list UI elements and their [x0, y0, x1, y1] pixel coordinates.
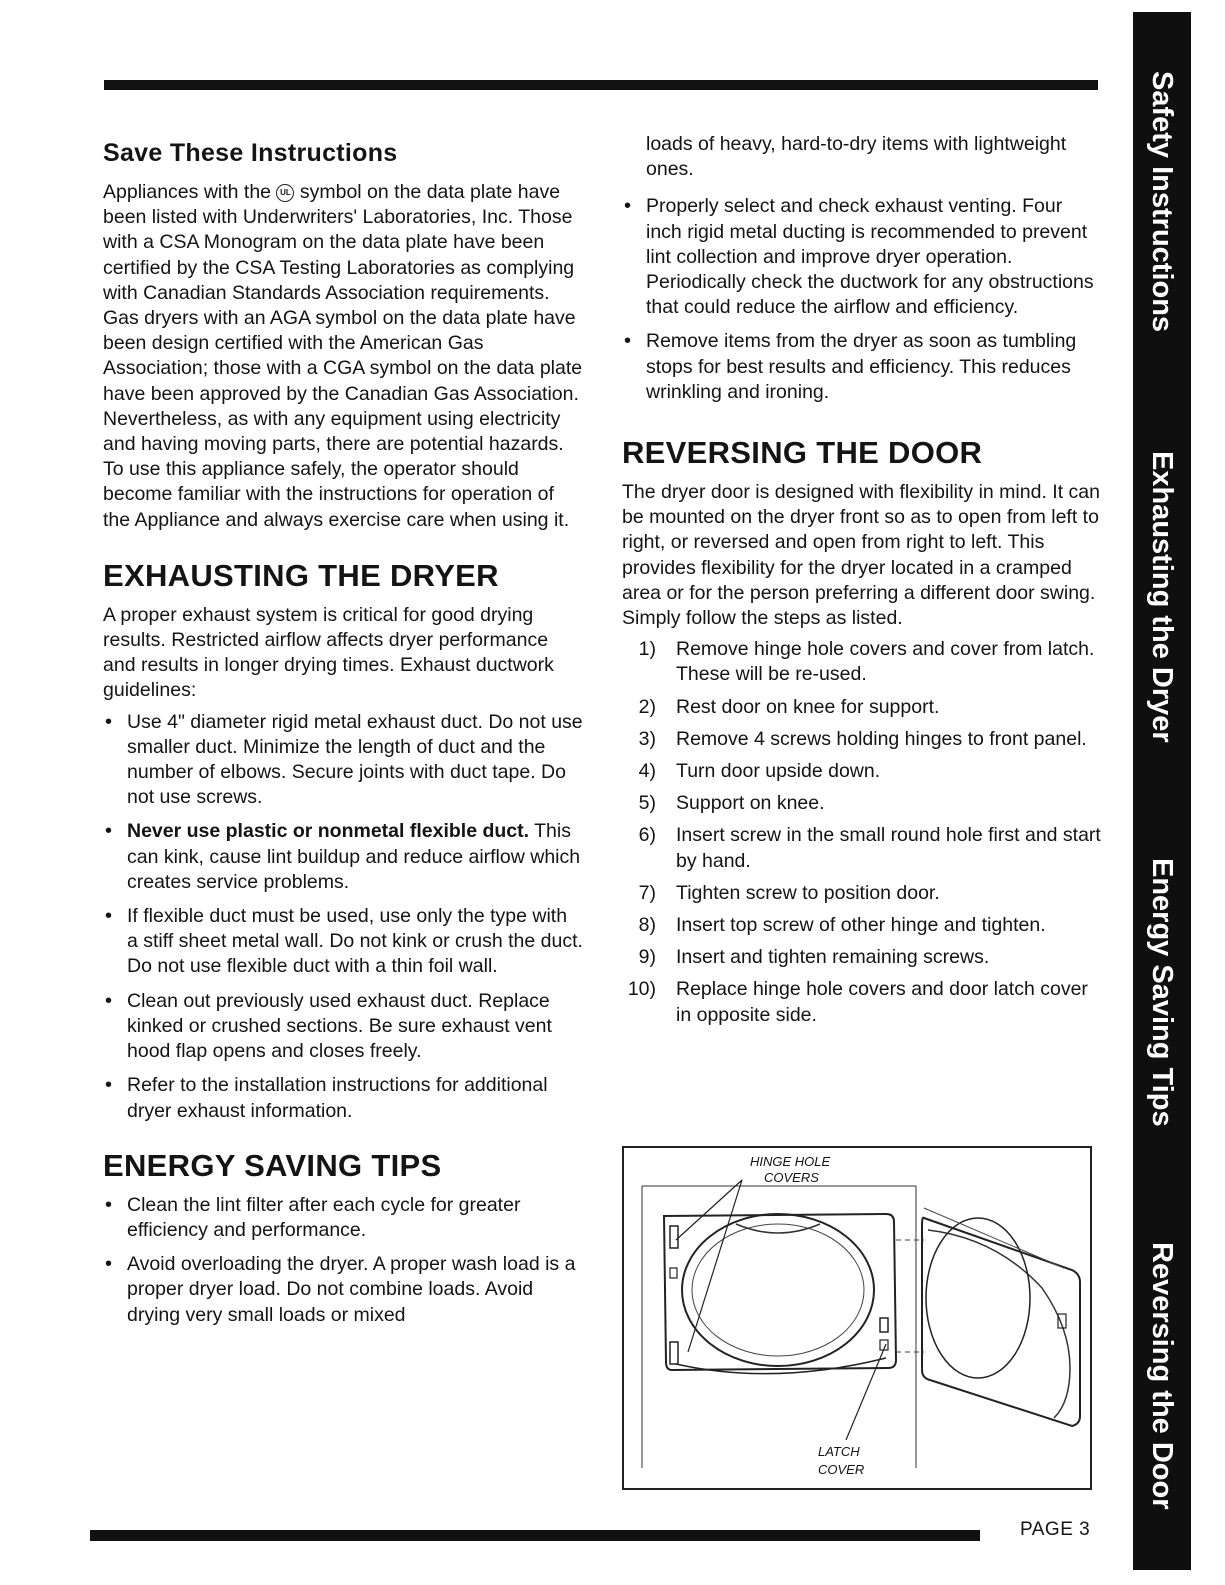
step-text: Replace hinge hole covers and door latch cover in opposite side.: [676, 978, 1088, 1026]
list-item: [622, 977, 1102, 1027]
reversing-heading: REVERSING THE DOOR: [622, 435, 983, 471]
save-instructions-text: [103, 180, 583, 533]
page-number: PAGE 3: [1020, 1519, 1091, 1540]
energy-tip-continued: loads of heavy, hard-to-dry items with lightweight ones.: [646, 133, 1067, 181]
side-tab-energy-saving-tips: Energy Saving Tips: [1146, 857, 1178, 1127]
ul-symbol-icon: UL: [276, 184, 294, 202]
warning-rest: This can kink, cause lint buildup and reduce airflow which creates service problems.: [127, 820, 581, 893]
side-tab-safety-instructions: Safety Instructions: [1146, 71, 1178, 333]
step-text: Turn door upside down.: [676, 760, 881, 783]
list-item: [622, 913, 1102, 938]
list-item: [622, 791, 1102, 816]
step-number: 4): [638, 760, 656, 783]
door-diagram: [622, 1146, 1092, 1490]
energy-heading: ENERGY SAVING TIPS: [103, 1147, 442, 1183]
step-number: 6): [638, 824, 656, 847]
top-rule: [104, 80, 1098, 90]
list-item: [622, 637, 1102, 687]
list-item: • Avoid overloading the dryer. A proper wash load is a proper dryer load. Do not combine loads. Avoid drying very small loads or mixed: [103, 1252, 583, 1328]
list-item: [622, 945, 1102, 970]
energy-tips-list-continued: [622, 194, 1102, 405]
step-text: Rest door on knee for support.: [676, 695, 940, 718]
step-number: 8): [638, 914, 656, 937]
step-number: 1): [638, 638, 656, 661]
latch-cover-label-line2: COVER: [818, 1462, 865, 1477]
left-column: [103, 138, 583, 1337]
save-text-before-symbol: Appliances with the: [103, 181, 272, 203]
side-tab-exhausting-the-dryer: Exhausting the Dryer: [1146, 451, 1178, 743]
step-number: 9): [638, 946, 656, 969]
bold-warning: Never use plastic or nonmetal flexible duct.: [127, 820, 530, 843]
latch-cover-label-line1: LATCH: [818, 1444, 860, 1459]
list-item: [622, 695, 1102, 720]
list-item: [622, 727, 1102, 752]
side-tab-reversing-the-door: Reversing the Door: [1146, 1242, 1178, 1510]
energy-tips-list: [103, 1193, 583, 1328]
exhausting-intro: A proper exhaust system is critical for good drying results. Restricted airflow affects dryer performance and results in longer drying times. Exhaust ductwork guidelines:: [103, 603, 554, 702]
step-number: 3): [638, 727, 656, 750]
hinge-hole-covers-label-line2: COVERS: [764, 1170, 819, 1185]
exhaust-guidelines-list: [103, 710, 583, 1124]
step-number: 7): [638, 881, 656, 904]
step-number: 5): [638, 792, 656, 815]
list-item: • Clean the lint filter after each cycle for greater efficiency and performance.: [103, 1193, 583, 1243]
step-text: Support on knee.: [676, 792, 825, 815]
step-text: Remove 4 screws holding hinges to front panel.: [676, 727, 1087, 750]
list-item: [622, 823, 1102, 873]
step-text: Insert screw in the small round hole first and start by hand.: [676, 824, 1101, 872]
save-instructions-heading: Save These Instructions: [103, 139, 398, 167]
list-item: [103, 819, 583, 895]
bottom-rule: [90, 1530, 980, 1541]
list-item: • Properly select and check exhaust venting. Four inch rigid metal ducting is recommended to prevent lint collection and improve dryer operation. Periodically check the ductwork for any obstructions that could reduce the airflow and efficiency.: [622, 194, 1102, 320]
exhausting-heading: EXHAUSTING THE DRYER: [103, 557, 499, 593]
reversing-steps-list: [622, 637, 1102, 1028]
step-number: 10): [627, 978, 656, 1001]
save-instructions-section: [103, 138, 583, 533]
reversing-intro: The dryer door is designed with flexibility in mind. It can be mounted on the dryer front so as to open from left to right, or reversed and open from right to left. This provides flexibility for the dryer located in a cramped area or for the person preferring a different door swing. Simply follow the steps as listed.: [622, 481, 1100, 630]
step-number: 2): [638, 695, 656, 718]
list-item: [622, 759, 1102, 784]
exhausting-section: [103, 557, 583, 1124]
list-item: • If flexible duct must be used, use only the type with a stiff sheet metal wall. Do not kink or crush the duct. Do not use flexible duct with a thin foil wall.: [103, 904, 583, 980]
side-tabs: [1133, 12, 1191, 1570]
list-item: [622, 881, 1102, 906]
list-item: • Clean out previously used exhaust duct. Replace kinked or crushed sections. Be sure exhaust vent hood flap opens and closes freely.: [103, 989, 583, 1065]
step-text: Insert top screw of other hinge and tighten.: [676, 914, 1046, 937]
hinge-hole-covers-label-line1: HINGE HOLE: [750, 1154, 831, 1169]
list-item: • Refer to the installation instructions for additional dryer exhaust information.: [103, 1073, 583, 1123]
energy-section: [103, 1147, 583, 1328]
step-text: Tighten screw to position door.: [676, 881, 940, 904]
right-column: [622, 132, 1102, 1035]
step-text: Remove hinge hole covers and cover from latch. These will be re-used.: [676, 638, 1095, 686]
list-item: • Use 4" diameter rigid metal exhaust duct. Do not use smaller duct. Minimize the length of duct and the number of elbows. Secure joints with duct tape. Do not use screws.: [103, 710, 583, 811]
list-item: • Remove items from the dryer as soon as tumbling stops for best results and efficiency. This reduces wrinkling and ironing.: [622, 329, 1102, 405]
door-illustration: [624, 1148, 1090, 1488]
save-text-after-symbol: symbol on the data plate have been listed with Underwriters' Laboratories, Inc. Those with a CSA Monogram on the data plate have been certified by the CSA Testing Laboratories as complying with Canadian Standards Association requirements. Gas dryers with an AGA symbol on the data plate have been design certified with the American Gas Association; those with a CGA symbol on the data plate have been approved by the Canadian Gas Association. Nevertheless, as with any equipment using electricity and having moving parts, there are potential hazards. To use this appliance safely, the operator should become familiar with the instructions for operation of the Appliance and always exercise care when using it.: [103, 181, 583, 531]
step-text: Insert and tighten remaining screws.: [676, 946, 990, 969]
reversing-section: [622, 434, 1102, 1028]
